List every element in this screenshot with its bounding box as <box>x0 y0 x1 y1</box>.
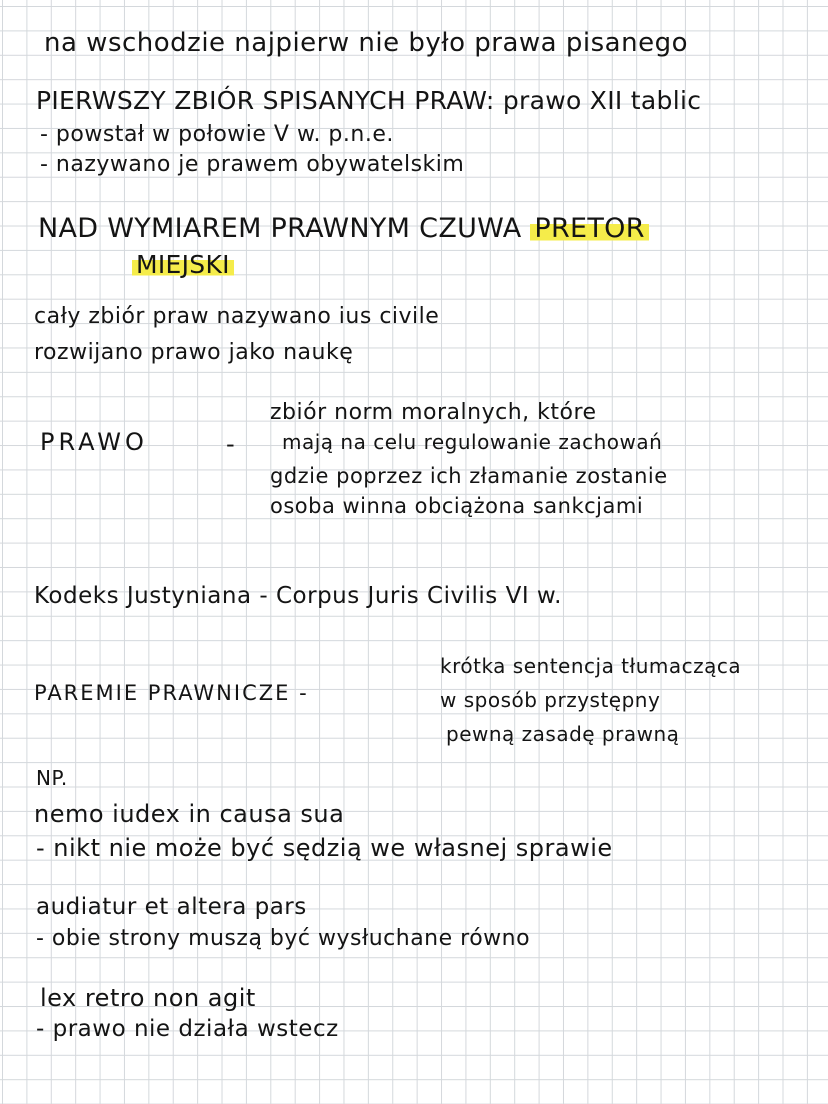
note-line-city <box>132 252 234 277</box>
definition-paremie-line-2: w sposób przystępny <box>440 688 661 712</box>
translation-maxim-2: - obie strony muszą być wysłuchane równo <box>36 926 531 951</box>
note-line-first-collection: PIERWSZY ZBIÓR SPISANYCH PRAW: prawo XII tablic <box>36 86 702 115</box>
latin-maxim-2: audiatur et altera pars <box>36 894 307 920</box>
translation-maxim-1: - nikt nie może być sędzią we własnej sprawie <box>36 834 613 862</box>
note-line-intro: na wschodzie najpierw nie było prawa pisanego <box>44 28 688 58</box>
definition-prawo-line-1: zbiór norm moralnych, które <box>270 400 597 425</box>
note-line-example-marker: NP. <box>36 766 68 790</box>
definition-prawo-line-4: osoba winna obciążona sankcjami <box>270 494 644 518</box>
definition-prawo-line-3: gdzie poprzez ich złamanie zostanie <box>270 464 668 488</box>
note-line-science: rozwijano prawo jako naukę <box>34 340 354 365</box>
note-line-justinian-code: Kodeks Justyniana - Corpus Juris Civilis VI w. <box>34 583 562 609</box>
definition-prawo-line-2: mają na celu regulowanie zachowań <box>282 430 663 454</box>
highlighted-word-city: MIEJSKI <box>132 250 234 279</box>
definition-paremie-line-1: krótka sentencja tłumacząca <box>440 654 742 678</box>
latin-maxim-1: nemo iudex in causa sua <box>34 800 345 828</box>
praetor-heading-text: NAD WYMIAREM PRAWNYM CZUWA <box>38 213 522 244</box>
term-prawo-dash: - <box>226 430 236 458</box>
translation-maxim-3: - prawo nie działa wstecz <box>36 1016 339 1042</box>
highlighted-word-praetor: PRETOR <box>530 213 648 244</box>
term-prawo: PRAWO <box>40 428 148 456</box>
term-paremie: PAREMIE PRAWNICZE - <box>34 681 309 705</box>
latin-maxim-3: lex retro non agit <box>40 984 256 1012</box>
note-line-origin-date: - powstał w połowie V w. p.n.e. <box>40 122 394 147</box>
definition-paremie-line-3: pewną zasadę prawną <box>446 722 680 746</box>
note-line-civic-law: - nazywano je prawem obywatelskim <box>40 152 465 177</box>
note-line-praetor-heading <box>38 215 649 242</box>
note-line-ius-civile: cały zbiór praw nazywano ius civile <box>34 304 440 329</box>
